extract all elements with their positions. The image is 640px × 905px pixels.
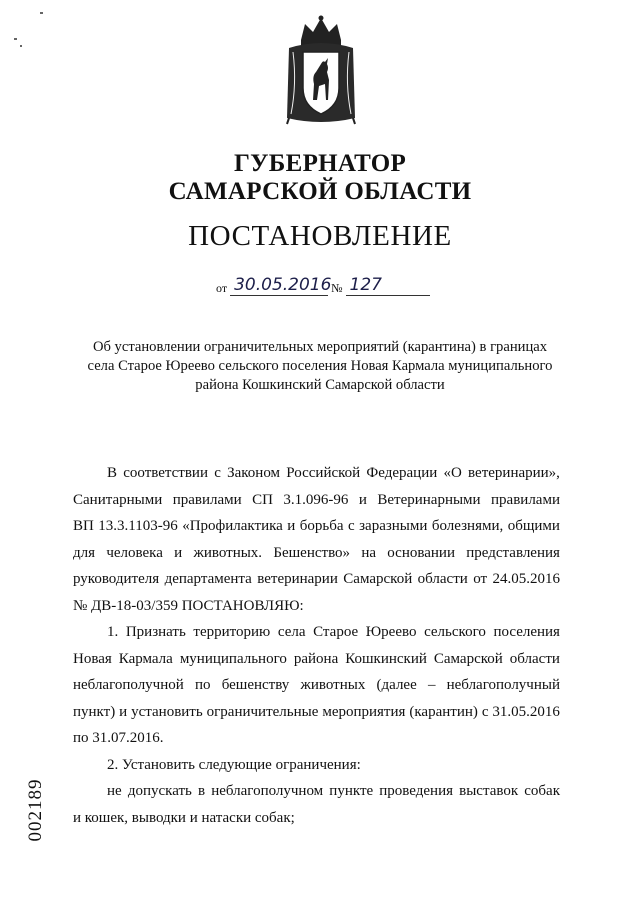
title-line: района Кошкинский Самарской области (195, 377, 445, 393)
body-line: № ДВ-18-03/359 ПОСТАНОВЛЯЮ: (73, 597, 304, 614)
scan-speck (14, 38, 17, 40)
coat-of-arms-emblem (283, 14, 359, 126)
document-title (70, 338, 570, 395)
document-type-heading: ПОСТАНОВЛЕНИЕ (188, 220, 452, 252)
body-line: руководителя департамента ветеринарии Самарской области от 24.05.2016 (73, 571, 560, 587)
body-line: пункт) и установить ограничительные мероприятия (карантин) с 31.05.2016 (73, 703, 560, 720)
authority-title-line-1: ГУБЕРНАТОР (233, 150, 407, 177)
body-line: и кошек, выводки и натаски собак; (73, 809, 295, 826)
authority-title-line-2: САМАРСКОЙ ОБЛАСТИ (168, 178, 472, 205)
side-stamp-number: 002189 (25, 778, 46, 842)
handwritten-number: 127 (346, 275, 430, 296)
number-label: № (331, 281, 343, 295)
body-line: не допускать в неблагополучном пункте проведения выставок собак (107, 783, 560, 799)
body-line: ВП 13.3.1103-96 «Профилактика и борьба с заразными болезнями, общими (73, 518, 560, 534)
scan-speck (20, 45, 22, 47)
document-body (73, 460, 560, 831)
body-line: 1. Признать территорию села Старое Юреево сельского поселения (107, 624, 560, 640)
scan-speck (40, 12, 43, 14)
body-line: для человека и животных. Бешенство» на основании представления (73, 544, 560, 561)
body-line: Новая Кармала муниципального района Кошкинский Самарской области (73, 650, 560, 667)
date-number-line (216, 270, 430, 296)
body-line: неблагополучной по бешенству животных (далее – неблагополучный (73, 677, 560, 693)
handwritten-date: 30.05.2016 (230, 275, 328, 296)
title-line: села Старое Юреево сельского поселения Новая Кармала муниципального (87, 358, 553, 374)
body-line: по 31.07.2016. (73, 730, 164, 746)
date-label: от (216, 281, 228, 295)
title-line: Об установлении ограничительных мероприятий (карантина) в границах (92, 339, 548, 355)
body-line: Санитарными правилами СП 3.1.096-96 и Ветеринарными правилами (73, 491, 560, 508)
body-line: В соответствии с Законом Российской Федерации «О ветеринарии», (107, 465, 560, 481)
body-line: 2. Установить следующие ограничения: (107, 756, 361, 773)
